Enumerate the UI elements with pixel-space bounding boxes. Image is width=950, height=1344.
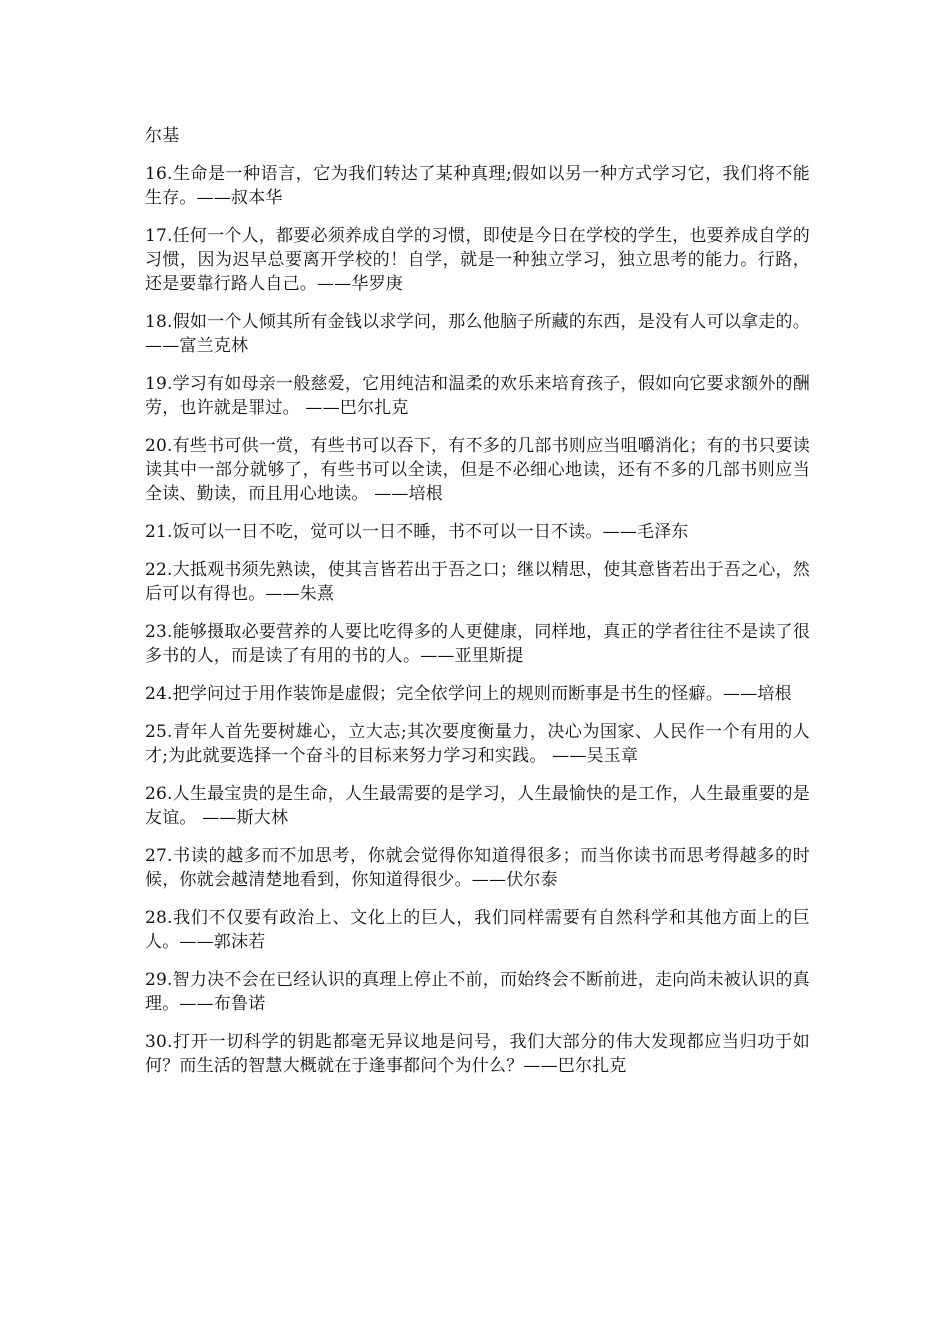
quote-20: 20.有些书可供一赏，有些书可以吞下，有不多的几部书则应当咀嚼消化；有的书只要读读其中一部分就够了，有些书可以全读，但是不必细心地读，还有不多的几部书则应当全读、勤读，而且用心地读。 ——培根 bbox=[145, 436, 810, 504]
quote-22: 22.大抵观书须先熟读，使其言皆若出于吾之口；继以精思，使其意皆若出于吾之心，然后可以有得也。——朱熹 bbox=[145, 560, 810, 604]
quote-30: 30.打开一切科学的钥匙都毫无异议地是问号，我们大部分的伟大发现都应当归功于如何？而生活的智慧大概就在于逢事都问个为什么？——巴尔扎克 bbox=[145, 1032, 810, 1076]
quote-21: 21.饭可以一日不吃，觉可以一日不睡，书不可以一日不读。——毛泽东 bbox=[145, 522, 689, 542]
quote-26: 26.人生最宝贵的是生命，人生最需要的是学习，人生最愉快的是工作，人生最重要的是友谊。 ——斯大林 bbox=[145, 784, 810, 828]
quote-16: 16.生命是一种语言，它为我们转达了某种真理;假如以另一种方式学习它，我们将不能生存。——叔本华 bbox=[145, 164, 810, 208]
quote-29: 29.智力决不会在已经认识的真理上停止不前，而始终会不断前进，走向尚未被认识的真理。——布鲁诺 bbox=[145, 970, 810, 1014]
quote-17: 17.任何一个人，都要必须养成自学的习惯，即使是今日在学校的学生，也要养成自学的习惯，因为迟早总要离开学校的！自学，就是一种独立学习，独立思考的能力。行路，还是要靠行路人自己。——华罗庚 bbox=[145, 226, 810, 294]
document-page bbox=[145, 124, 810, 1078]
quote-18: 18.假如一个人倾其所有金钱以求学问，那么他脑子所藏的东西，是没有人可以拿走的。 ——富兰克林 bbox=[145, 312, 810, 356]
quote-24: 24.把学问过于用作装饰是虚假；完全依学问上的规则而断事是书生的怪癖。——培根 bbox=[145, 684, 792, 704]
quote-25: 25.青年人首先要树雄心，立大志;其次要度衡量力，决心为国家、人民作一个有用的人才;为此就要选择一个奋斗的目标来努力学习和实践。 ——吴玉章 bbox=[145, 722, 810, 766]
quote-28: 28.我们不仅要有政治上、文化上的巨人，我们同样需要有自然科学和其他方面上的巨人。——郭沫若 bbox=[145, 908, 810, 952]
paragraph-continuation: 尔基 bbox=[145, 126, 180, 146]
quote-27: 27.书读的越多而不加思考，你就会觉得你知道得很多；而当你读书而思考得越多的时候，你就会越清楚地看到，你知道得很少。——伏尔泰 bbox=[145, 846, 810, 890]
quote-23: 23.能够摄取必要营养的人要比吃得多的人更健康，同样地，真正的学者往往不是读了很多书的人，而是读了有用的书的人。——亚里斯提 bbox=[145, 622, 810, 666]
quote-19: 19.学习有如母亲一般慈爱，它用纯洁和温柔的欢乐来培育孩子，假如向它要求额外的酬劳，也许就是罪过。 ——巴尔扎克 bbox=[145, 374, 810, 418]
